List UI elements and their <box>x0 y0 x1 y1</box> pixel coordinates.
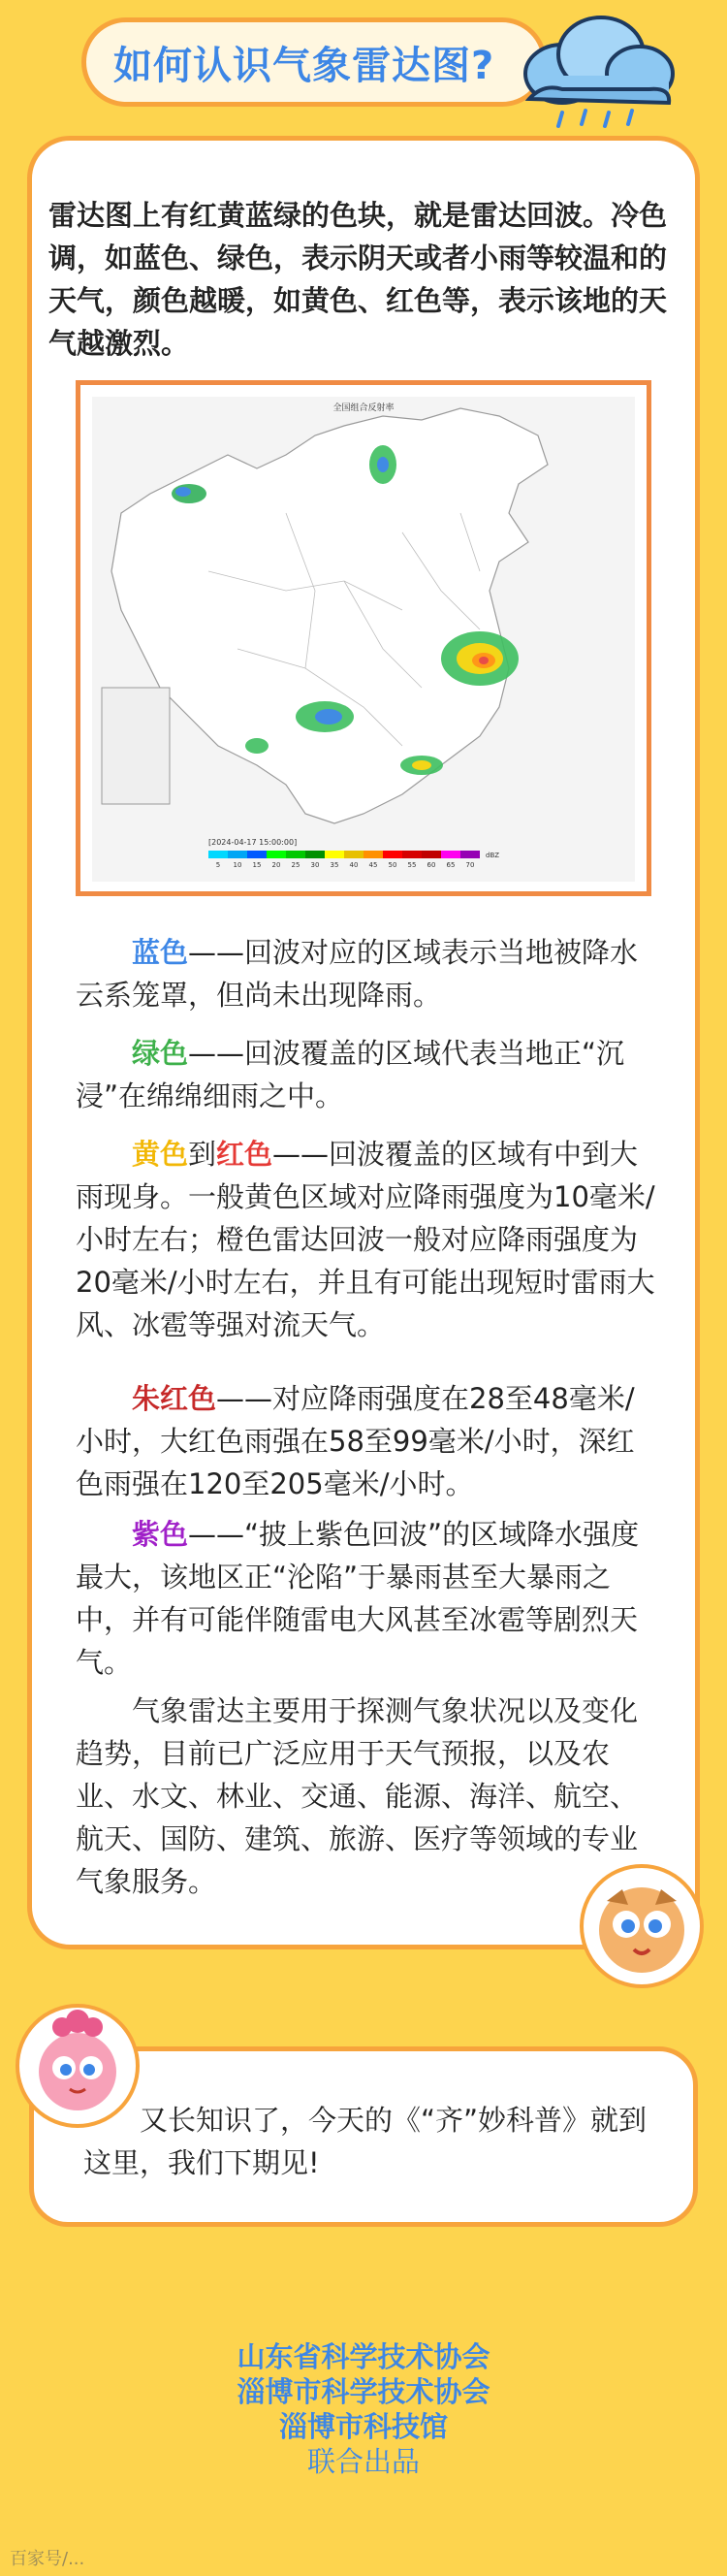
footer-org-3: 淄博市科技馆 <box>278 2410 448 2443</box>
term-connector: 到 <box>188 1138 217 1171</box>
closing-message: 又长知识了，今天的《“齐”妙科普》就到这里，我们下期见! <box>83 2104 648 2179</box>
legend-swatch <box>383 851 402 858</box>
legend-swatch <box>286 851 305 858</box>
term-red: 红色 <box>216 1138 273 1171</box>
section-yellow-red <box>76 1133 657 1346</box>
term-purple: 紫色 <box>132 1518 189 1551</box>
term-blue: 蓝色 <box>132 936 189 969</box>
radar-map-image <box>92 397 635 882</box>
footer <box>0 2339 727 2479</box>
legend-value: 40 <box>349 861 359 869</box>
legend-swatch <box>364 851 383 858</box>
legend-swatch <box>422 851 441 858</box>
legend-swatch <box>441 851 460 858</box>
legend-value: 35 <box>330 861 339 869</box>
footer-org-2: 淄博市科学技术协会 <box>237 2375 490 2408</box>
girl-mascot-icon <box>12 1998 143 2134</box>
rain-cloud-icon <box>504 6 688 132</box>
legend-value: 60 <box>427 861 436 869</box>
legend-unit: dBZ <box>486 852 500 859</box>
legend-value: 50 <box>388 861 397 869</box>
section-purple <box>76 1513 657 1684</box>
footer-org-1: 山东省科学技术协会 <box>237 2340 490 2373</box>
summary-text: 气象雷达主要用于探测气象状况以及变化趋势，目前已广泛应用于天气预报，以及农业、水文、林业、交通、能源、海洋、航空、航天、国防、建筑、旅游、医疗等领域的专业气象服务。 <box>76 1694 639 1898</box>
term-yellow: 黄色 <box>132 1138 189 1171</box>
section-summary <box>76 1690 657 1903</box>
section-green <box>76 1032 657 1117</box>
section-blue-text: ——回波对应的区域表示当地被降水云系笼罩，但尚未出现降雨。 <box>76 936 639 1012</box>
legend-swatch <box>267 851 286 858</box>
legend-swatch <box>325 851 344 858</box>
legend-value: 65 <box>446 861 456 869</box>
legend-swatch <box>402 851 422 858</box>
watermark: 百家号/... <box>10 2549 85 2569</box>
legend-value: 10 <box>233 861 242 869</box>
section-green-text: ——回波覆盖的区域代表当地正“沉浸”在绵绵细雨之中。 <box>76 1037 625 1112</box>
term-green: 绿色 <box>132 1037 189 1070</box>
closing-text <box>83 2099 665 2184</box>
section-yellow-red-text: ——回波覆盖的区域有中到大雨现身。一般黄色区域对应降雨强度为10毫米/小时左右；橙色雷达回波一般对应降雨强度为20毫米/小时左右，并且有可能出现短时雷雨大风、冰雹等强对流天气。 <box>76 1138 655 1341</box>
legend-swatch <box>305 851 325 858</box>
section-purple-text: ——“披上紫色回波”的区域降水强度最大，该地区正“沦陷”于暴雨甚至大暴雨之中，并有可能伴随雷电大风甚至冰雹等剧烈天气。 <box>76 1518 640 1679</box>
term-vermilion: 朱红色 <box>132 1382 217 1415</box>
legend-value: 20 <box>271 861 281 869</box>
legend-swatch <box>460 851 480 858</box>
owl-mascot-icon <box>578 1862 706 1990</box>
radar-map <box>76 380 651 896</box>
map-time: [2024-04-17 15:00:00] <box>208 838 298 847</box>
legend-value: 15 <box>252 861 262 869</box>
legend-value: 55 <box>407 861 417 869</box>
legend-swatch <box>247 851 267 858</box>
intro-paragraph: 雷达图上有红黄蓝绿的色块，就是雷达回波。冷色调，如蓝色、绿色，表示阴天或者小雨等较温和的天气，颜色越暖，如黄色、红色等，表示该地的天气越激烈。 <box>48 199 668 360</box>
section-blue <box>76 931 657 1016</box>
title-banner <box>81 17 547 107</box>
legend-swatch <box>344 851 364 858</box>
legend-value: 70 <box>465 861 475 869</box>
footer-note: 联合出品 <box>306 2445 420 2478</box>
map-title: 全国组合反射率 <box>332 403 395 413</box>
page-title: 如何认识气象雷达图? <box>113 43 495 88</box>
legend-value: 25 <box>291 861 300 869</box>
legend-value: 5 <box>215 861 221 869</box>
legend-swatch <box>208 851 228 858</box>
section-vermilion <box>76 1377 657 1505</box>
section-vermilion-text: ——对应降雨强度在28至48毫米/小时，大红色雨强在58至99毫米/小时，深红色雨强在120至205毫米/小时。 <box>76 1382 635 1500</box>
legend-value: 30 <box>310 861 320 869</box>
legend-value: 45 <box>368 861 378 869</box>
legend-swatch <box>228 851 247 858</box>
